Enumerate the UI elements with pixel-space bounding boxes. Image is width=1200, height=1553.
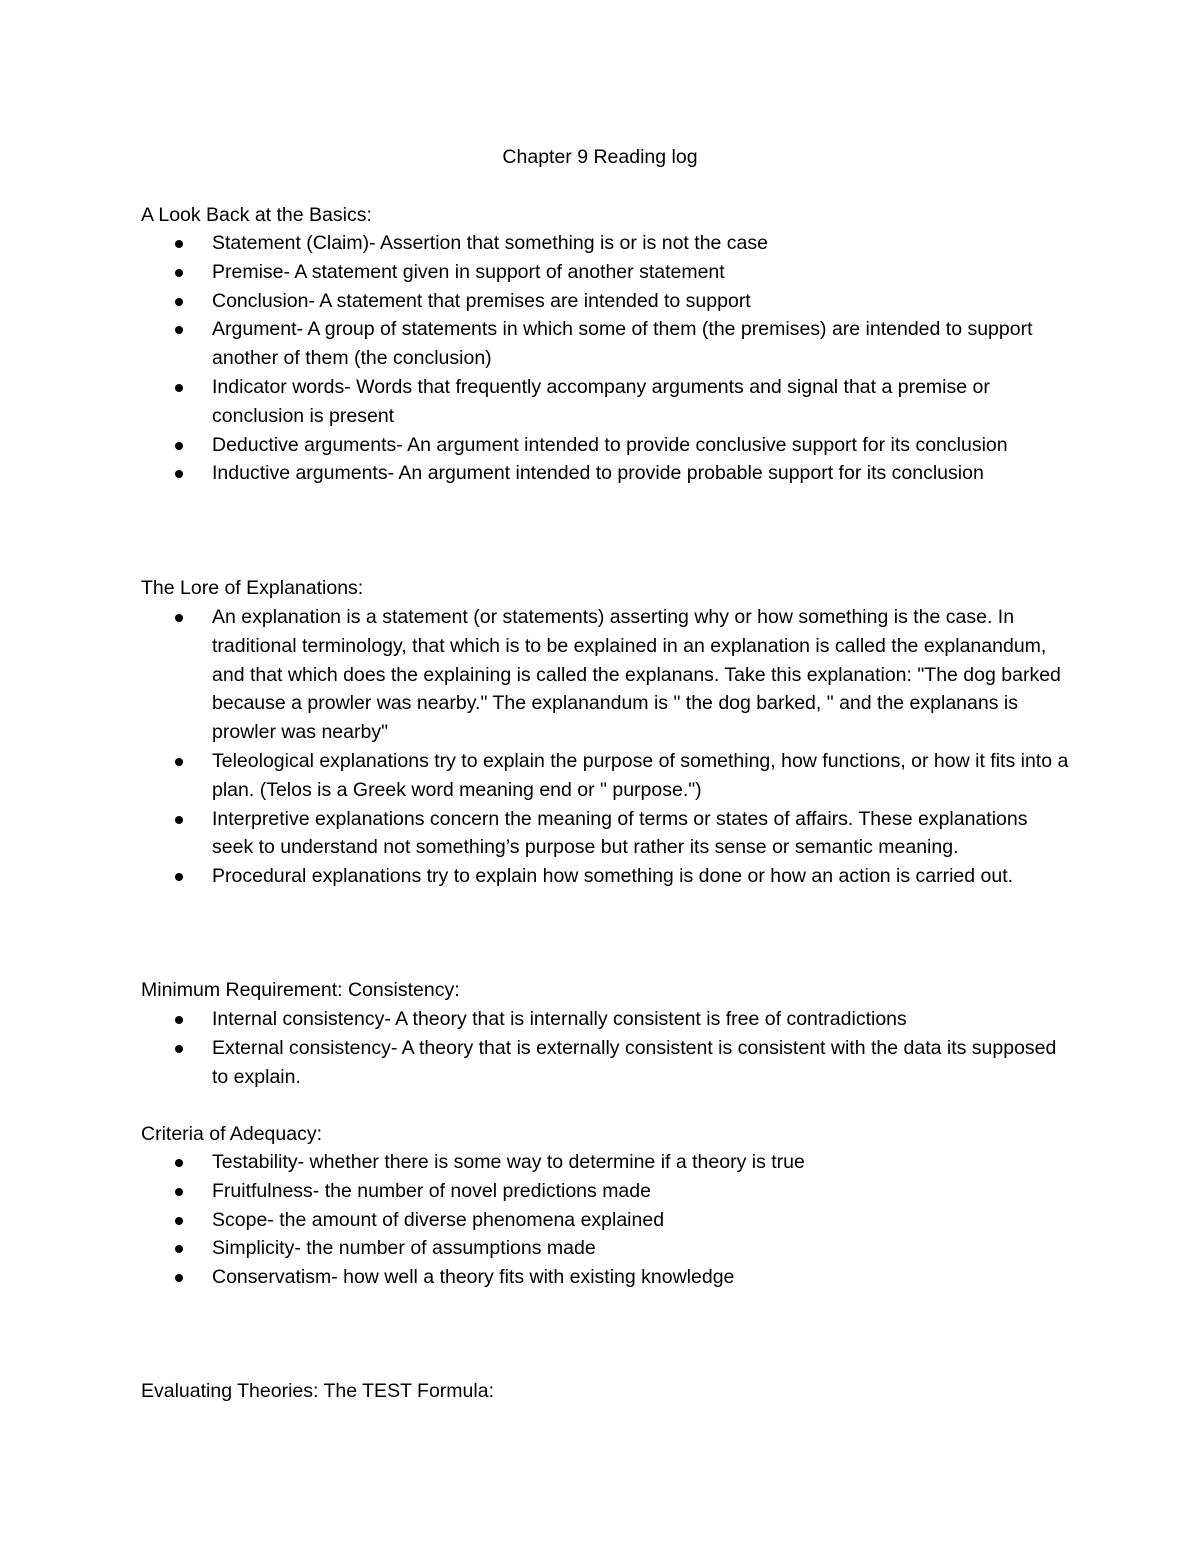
- bullet-icon: [175, 1245, 183, 1253]
- bullet-icon: [175, 816, 183, 824]
- section-heading-consistency: Minimum Requirement: Consistency:: [141, 979, 460, 1001]
- bullet-icon: [175, 240, 183, 248]
- list-item: Inductive arguments- An argument intended to provide probable support for its conclusion: [141, 459, 1071, 488]
- list-item: Interpretive explanations concern the meaning of terms or states of affairs. These explanations seek to understand not something’s purpose but rather its sense or semantic meaning.: [141, 805, 1071, 863]
- section-heading-explanations: The Lore of Explanations:: [141, 577, 364, 599]
- bullet-icon: [175, 442, 183, 450]
- section-heading-test-formula: Evaluating Theories: The TEST Formula:: [141, 1380, 494, 1402]
- bullet-icon: [175, 298, 183, 306]
- bullet-icon: [175, 269, 183, 277]
- page-title: Chapter 9 Reading log: [502, 146, 698, 168]
- list-item: Premise- A statement given in support of another statement: [141, 258, 1071, 287]
- list-item: Conclusion- A statement that premises are intended to support: [141, 287, 1071, 316]
- bullet-icon: [175, 758, 183, 766]
- bullet-icon: [175, 384, 183, 392]
- list-item: Scope- the amount of diverse phenomena explained: [141, 1206, 1071, 1235]
- bullet-list-basics: [141, 229, 1071, 488]
- bullet-icon: [175, 1188, 183, 1196]
- bullet-icon: [175, 470, 183, 478]
- list-item: An explanation is a statement (or statements) asserting why or how something is the case. In traditional terminology, that which is to be explained in an explanation is called the explanandum, and that which does the explaining is called the explanans. Take this explanation: "The dog barked because a prowler was nearby." The explanandum is " the dog barked, " and the explanans is prowler was nearby": [141, 603, 1071, 747]
- list-item: Testability- whether there is some way to determine if a theory is true: [141, 1148, 1071, 1177]
- bullet-list-consistency: [141, 1005, 1071, 1091]
- bullet-list-explanations: [141, 603, 1071, 891]
- bullet-icon: [175, 326, 183, 334]
- bullet-icon: [175, 1217, 183, 1225]
- list-item: Indicator words- Words that frequently accompany arguments and signal that a premise or conclusion is present: [141, 373, 1071, 431]
- list-item: External consistency- A theory that is externally consistent is consistent with the data its supposed to explain.: [141, 1034, 1071, 1092]
- bullet-icon: [175, 873, 183, 881]
- bullet-icon: [175, 1159, 183, 1167]
- section-heading-adequacy: Criteria of Adequacy:: [141, 1123, 323, 1145]
- bullet-list-adequacy: [141, 1148, 1071, 1292]
- list-item: Teleological explanations try to explain the purpose of something, how functions, or how it fits into a plan. (Telos is a Greek word meaning end or " purpose."): [141, 747, 1071, 805]
- list-item: Simplicity- the number of assumptions made: [141, 1234, 1071, 1263]
- bullet-icon: [175, 1016, 183, 1024]
- section-heading-basics: A Look Back at the Basics:: [141, 204, 372, 226]
- list-item: Deductive arguments- An argument intended to provide conclusive support for its conclusion: [141, 431, 1071, 460]
- bullet-icon: [175, 614, 183, 622]
- list-item: Fruitfulness- the number of novel predictions made: [141, 1177, 1071, 1206]
- list-item: Argument- A group of statements in which some of them (the premises) are intended to support another of them (the conclusion): [141, 315, 1071, 373]
- list-item: Procedural explanations try to explain how something is done or how an action is carried out.: [141, 862, 1071, 891]
- list-item: Statement (Claim)- Assertion that something is or is not the case: [141, 229, 1071, 258]
- bullet-icon: [175, 1045, 183, 1053]
- list-item: Conservatism- how well a theory fits with existing knowledge: [141, 1263, 1071, 1292]
- list-item: Internal consistency- A theory that is internally consistent is free of contradictions: [141, 1005, 1071, 1034]
- bullet-icon: [175, 1274, 183, 1282]
